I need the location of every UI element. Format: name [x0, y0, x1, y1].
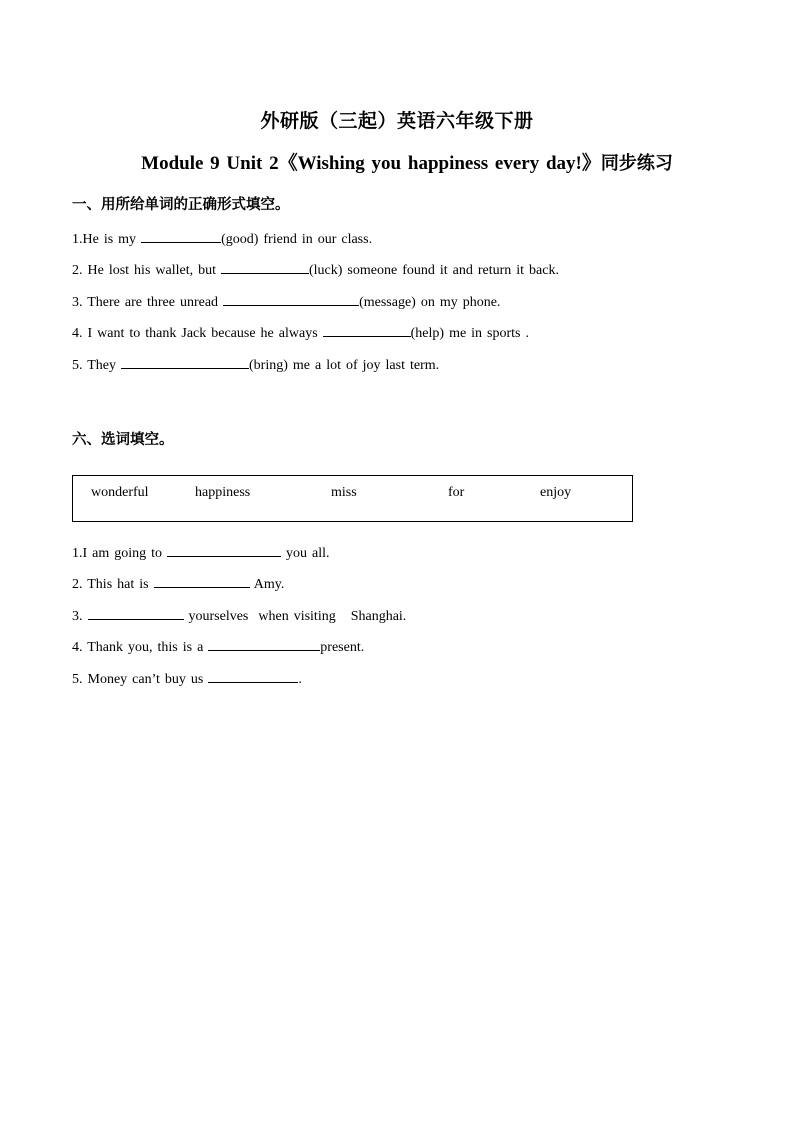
exercise-line	[72, 356, 439, 374]
line-text-before: 5. They	[72, 358, 122, 373]
exercise-line	[72, 607, 406, 625]
section-2-heading: 六、选词填空。	[72, 432, 174, 448]
line-text-before: 4. Thank you, this is a	[72, 640, 209, 655]
section-1-heading: 一、用所给单词的正确形式填空。	[72, 197, 290, 213]
answer-blank[interactable]	[208, 670, 298, 683]
exercise-line	[72, 575, 284, 593]
exercise-line	[72, 324, 529, 342]
answer-blank[interactable]	[323, 324, 411, 337]
title-english-suffix: 同步练习	[600, 153, 673, 174]
line-text-after: you all.	[281, 546, 330, 561]
exercise-line	[72, 670, 302, 688]
line-text-after: (bring) me a lot of joy last term.	[249, 358, 440, 373]
page-title-english	[0, 148, 794, 175]
line-text-before: 2. He lost his wallet, but	[72, 263, 221, 278]
line-text-after: (help) me in sports .	[410, 326, 530, 341]
page-title-chinese: 外研版（三起）英语六年级下册	[260, 110, 534, 132]
exercise-line	[72, 293, 500, 311]
exercise-line	[72, 261, 559, 279]
line-text-after: (luck) someone found it and return it back.	[309, 263, 559, 278]
line-text-before: 1.I am going to	[72, 546, 168, 561]
exercise-line	[72, 544, 330, 562]
answer-blank[interactable]	[221, 261, 309, 274]
line-text-after: yourselves when visiting Shanghai.	[183, 609, 407, 624]
answer-blank[interactable]	[121, 356, 249, 369]
line-text-after: .	[298, 672, 302, 687]
line-text-before: 2. This hat is	[72, 577, 154, 592]
exercise-line	[72, 230, 372, 248]
answer-blank[interactable]	[208, 638, 320, 651]
exercise-line	[72, 638, 364, 656]
answer-blank[interactable]	[154, 575, 250, 588]
title-english-text: Module 9 Unit 2《Wishing you happiness every day!》	[141, 153, 601, 174]
answer-blank[interactable]	[88, 607, 184, 620]
line-text-after: Amy.	[249, 577, 285, 592]
word-bank-item: enjoy	[540, 485, 572, 500]
word-bank-box	[72, 475, 633, 522]
line-text-before: 1.He is my	[72, 232, 142, 247]
word-bank-item: miss	[331, 485, 357, 500]
line-text-after: (good) friend in our class.	[221, 232, 373, 247]
answer-blank[interactable]	[167, 544, 281, 557]
answer-blank[interactable]	[141, 230, 221, 243]
line-text-before: 4. I want to thank Jack because he always	[72, 326, 323, 341]
line-text-before: 3.	[72, 609, 88, 624]
word-bank-item: wonderful	[91, 485, 149, 500]
line-text-after: (message) on my phone.	[359, 295, 501, 310]
line-text-after: present.	[320, 640, 365, 655]
line-text-before: 5. Money can’t buy us	[72, 672, 209, 687]
answer-blank[interactable]	[223, 293, 359, 306]
word-bank-item: happiness	[195, 485, 251, 500]
word-bank-item: for	[448, 485, 465, 500]
line-text-before: 3. There are three unread	[72, 295, 224, 310]
